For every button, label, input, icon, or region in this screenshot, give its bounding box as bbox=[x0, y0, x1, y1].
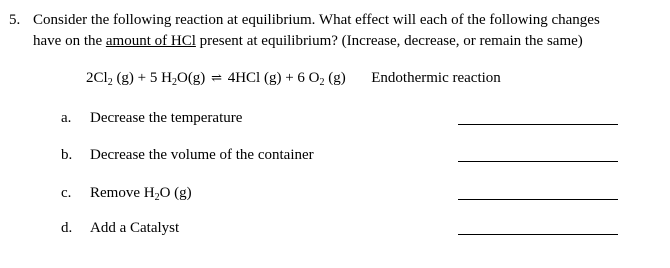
question-text-line-1: Consider the following reaction at equilibrium. What effect will each of the following changes bbox=[33, 12, 600, 28]
endothermic-note: Endothermic reaction bbox=[371, 70, 501, 86]
part-c-text-start: Remove H bbox=[90, 185, 155, 201]
part-d-letter: d. bbox=[61, 220, 73, 236]
part-d-text: Add a Catalyst bbox=[90, 220, 180, 236]
part-c-letter: c. bbox=[61, 185, 72, 201]
part-b-text: Decrease the volume of the container bbox=[90, 147, 314, 163]
part-c bbox=[61, 183, 192, 204]
question-number: 5. bbox=[9, 12, 21, 28]
part-a-text: Decrease the temperature bbox=[90, 110, 243, 126]
reactant-h2o-rest: O(g) bbox=[176, 70, 206, 86]
reactant-h2o-subscript: 2 bbox=[171, 77, 177, 88]
product-o2-state: (g) bbox=[324, 70, 346, 86]
product-o2-subscript: 2 bbox=[319, 77, 325, 88]
products: 4HCl (g) + 6 O bbox=[227, 70, 320, 86]
part-c-text-end: O (g) bbox=[159, 185, 192, 201]
answer-blank-b[interactable] bbox=[458, 161, 618, 162]
part-d bbox=[61, 218, 179, 239]
part-a-letter: a. bbox=[61, 110, 72, 126]
underlined-amount-of-hcl: amount of HCl bbox=[105, 33, 196, 49]
reaction-equation bbox=[86, 67, 501, 89]
part-b-letter: b. bbox=[61, 147, 73, 163]
answer-blank-a[interactable] bbox=[458, 124, 618, 125]
answer-blank-d[interactable] bbox=[458, 234, 618, 235]
reactant-cl2-subscript: 2 bbox=[107, 77, 113, 88]
question-text-line-2 bbox=[33, 31, 583, 52]
reactant-h2o-prefix: (g) + 5 H bbox=[112, 70, 172, 86]
part-a bbox=[61, 108, 242, 129]
reactant-cl2: 2Cl bbox=[86, 70, 108, 86]
part-b bbox=[61, 145, 314, 166]
equilibrium-arrow-icon: ⇌ bbox=[211, 70, 222, 85]
question-text-line-2-start: have on the bbox=[33, 33, 106, 49]
answer-blank-c[interactable] bbox=[458, 199, 618, 200]
question-text-line-2-end: present at equilibrium? (Increase, decrease, or remain the same) bbox=[195, 33, 583, 49]
part-c-subscript: 2 bbox=[154, 192, 160, 203]
